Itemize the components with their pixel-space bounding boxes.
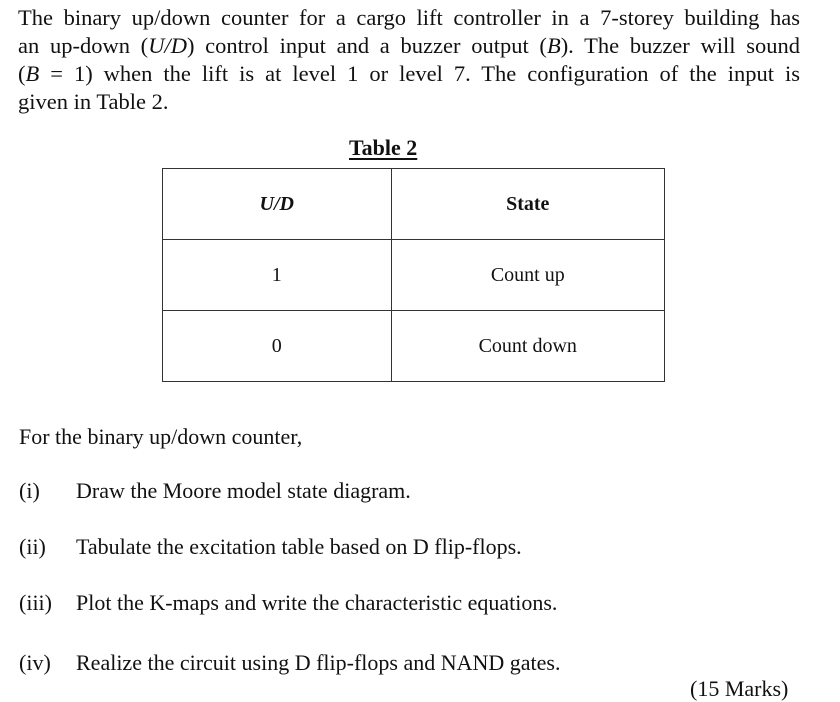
- ud-variable: U/D: [148, 33, 187, 58]
- question-item: [19, 590, 557, 616]
- header-ud-label: U/D: [259, 192, 294, 215]
- table-row: [163, 240, 665, 311]
- problem-text: = 1) when the lift is at level 1 or level 7. The configuration of the input is: [39, 61, 800, 86]
- question-number: (i): [19, 478, 40, 503]
- header-state: State: [391, 169, 664, 240]
- config-table: [162, 168, 665, 382]
- lead-sentence: For the binary up/down counter,: [19, 424, 303, 449]
- question-item: [19, 478, 411, 504]
- problem-text: an up-down (: [18, 33, 149, 58]
- buzzer-variable: B: [546, 33, 561, 58]
- question-text: Plot the K-maps and write the characteristic equations.: [76, 590, 558, 615]
- buzzer-variable: B: [25, 61, 40, 86]
- question-number: (iv): [19, 650, 51, 675]
- question-number: (iii): [19, 590, 52, 615]
- problem-line-1: The binary up/down counter for a cargo lift controller in a 7-storey building has: [18, 5, 800, 30]
- question-item: [19, 650, 560, 676]
- cell-state: Count down: [391, 311, 664, 382]
- table-caption: Table 2: [349, 135, 418, 160]
- table-row: [163, 311, 665, 382]
- cell-ud: 1: [163, 240, 392, 311]
- question-text: Tabulate the excitation table based on D flip-flops.: [76, 534, 522, 559]
- question-text: Draw the Moore model state diagram.: [76, 478, 411, 503]
- question-text: Realize the circuit using D flip-flops and NAND gates.: [76, 650, 561, 675]
- header-ud: [163, 169, 392, 240]
- problem-line-2: [18, 32, 800, 60]
- table-header-row: [163, 169, 665, 240]
- problem-text: ) control input and a buzzer output (: [186, 33, 547, 58]
- problem-line-3: [18, 60, 800, 88]
- marks-label: (15 Marks): [690, 676, 789, 701]
- problem-text: (: [18, 61, 26, 86]
- cell-state: Count up: [391, 240, 664, 311]
- problem-statement: [18, 4, 800, 116]
- question-number: (ii): [19, 534, 46, 559]
- question-item: [19, 534, 522, 560]
- cell-ud: 0: [163, 311, 392, 382]
- problem-text: ). The buzzer will sound: [560, 33, 800, 58]
- problem-line-4: given in Table 2.: [18, 89, 169, 114]
